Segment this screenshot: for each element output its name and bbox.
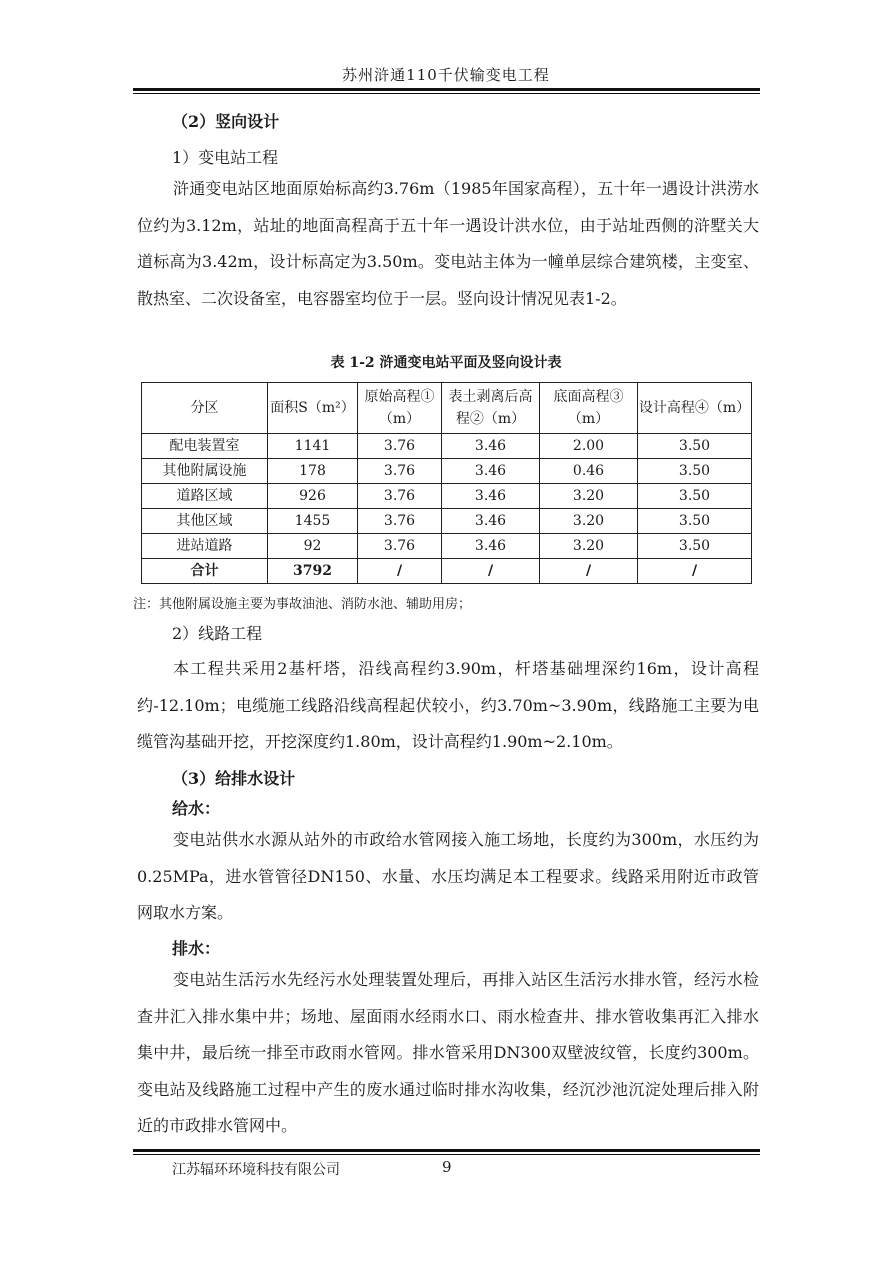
table-cell: 3792 — [268, 559, 358, 584]
label-drainage: 排水： — [172, 939, 221, 958]
table-cell: 178 — [268, 459, 358, 484]
table-cell: 3.76 — [358, 534, 442, 559]
table-total-row — [142, 559, 752, 584]
subsection-heading-line: 2）线路工程 — [172, 624, 263, 643]
table-row — [142, 484, 752, 509]
footer-rule-thick — [133, 1149, 760, 1152]
table-cell: 3.50 — [638, 484, 752, 509]
table-cell: 3.20 — [540, 534, 638, 559]
table-note: 注：其他附属设施主要为事故油池、消防水池、辅助用房； — [133, 597, 472, 612]
page-number: 9 — [442, 1158, 452, 1176]
paragraph-line: 本工程共采用2基杆塔，沿线高程约3.90m，杆塔基础埋深约16m，设计高程约-12.10m；电缆施工线路沿线高程起伏较小，约3.70m~3.90m，线路施工主要为电缆管沟基础开挖，开挖深度约1.80m，设计高程约1.90m~2.10m。 — [137, 659, 759, 751]
table-cell: 3.50 — [638, 534, 752, 559]
paragraph-water-supply: 变电站供水水源从站外的市政给水管网接入施工场地，长度约为300m，水压约为0.25MPa，进水管管径DN150、水量、水压均满足本工程要求。线路采用附近市政管网取水方案。 — [137, 830, 759, 922]
table-row — [142, 509, 752, 534]
table-cell: 3.46 — [442, 534, 540, 559]
header-rule-thick — [133, 88, 760, 91]
table-cell: 其他附属设施 — [142, 459, 268, 484]
footer-rule-thin — [133, 1154, 760, 1155]
paragraph-substation: 浒通变电站区地面原始标高约3.76m（1985年国家高程），五十年一遇设计洪涝水位约为3.12m，站址的地面高程高于五十年一遇设计洪水位，由于站址西侧的浒墅关大道标高为3.42m，设计标高定为3.50m。变电站主体为一幢单层综合建筑楼，主变室、散热室、二次设备室，电容器室均位于一层。竖向设计情况见表1-2。 — [137, 179, 759, 308]
section-heading-vertical-design: （2）竖向设计 — [172, 112, 280, 131]
column-header: 面积S（m²） — [268, 383, 358, 434]
table-header-row — [142, 383, 752, 434]
table-row — [142, 434, 752, 459]
table-cell: 1141 — [268, 434, 358, 459]
table-cell: 3.46 — [442, 484, 540, 509]
table-row — [142, 459, 752, 484]
table-cell: 0.46 — [540, 459, 638, 484]
table-cell: / — [442, 559, 540, 584]
section-heading-water-design: （3）给排水设计 — [172, 769, 296, 788]
table-cell: 3.76 — [358, 509, 442, 534]
table-cell: / — [358, 559, 442, 584]
table-cell: 其他区域 — [142, 509, 268, 534]
column-header: 原始高程①（m） — [358, 383, 442, 434]
header-title: 苏州浒通110千伏输变电工程 — [342, 66, 550, 84]
table-cell: 3.50 — [638, 509, 752, 534]
paragraph-drainage: 变电站生活污水先经污水处理装置处理后，再排入站区生活污水排水管，经污水检查井汇入排水集中井；场地、屋面雨水经雨水口、雨水检查井、排水管收集再汇入排水集中井，最后统一排至市政雨水管网。排水管采用DN300双壁波纹管，长度约300m。变电站及线路施工过程中产生的废水通过临时排水沟收集，经沉沙池沉淀处理后排入附近的市政排水管网中。 — [137, 970, 759, 1135]
table-cell: 3.76 — [358, 459, 442, 484]
table-cell: 配电装置室 — [142, 434, 268, 459]
table-cell: 3.50 — [638, 459, 752, 484]
table-cell: 进站道路 — [142, 534, 268, 559]
table-cell: 3.50 — [638, 434, 752, 459]
table-cell: 3.46 — [442, 459, 540, 484]
column-header: 设计高程④（m） — [638, 383, 752, 434]
table-cell: / — [638, 559, 752, 584]
subsection-heading-substation: 1）变电站工程 — [172, 148, 279, 167]
table-cell: 92 — [268, 534, 358, 559]
table-cell: 道路区域 — [142, 484, 268, 509]
table-cell: 926 — [268, 484, 358, 509]
table-cell: 1455 — [268, 509, 358, 534]
table-cell: 3.46 — [442, 434, 540, 459]
table-row — [142, 534, 752, 559]
table-cell: 3.46 — [442, 509, 540, 534]
design-table — [141, 382, 752, 584]
column-header: 表土剥离后高程②（m） — [442, 383, 540, 434]
table-caption: 表 1-2 浒通变电站平面及竖向设计表 — [330, 355, 562, 371]
table-cell: 3.76 — [358, 484, 442, 509]
label-water-supply: 给水： — [172, 799, 221, 818]
column-header: 底面高程③（m） — [540, 383, 638, 434]
table-cell: / — [540, 559, 638, 584]
footer-company: 江苏辐环环境科技有限公司 — [172, 1162, 340, 1178]
table-cell: 合计 — [142, 559, 268, 584]
table-cell: 3.20 — [540, 509, 638, 534]
column-header: 分区 — [142, 383, 268, 434]
header-rule-thin — [133, 93, 760, 94]
table-cell: 2.00 — [540, 434, 638, 459]
table-cell: 3.76 — [358, 434, 442, 459]
table-cell: 3.20 — [540, 484, 638, 509]
